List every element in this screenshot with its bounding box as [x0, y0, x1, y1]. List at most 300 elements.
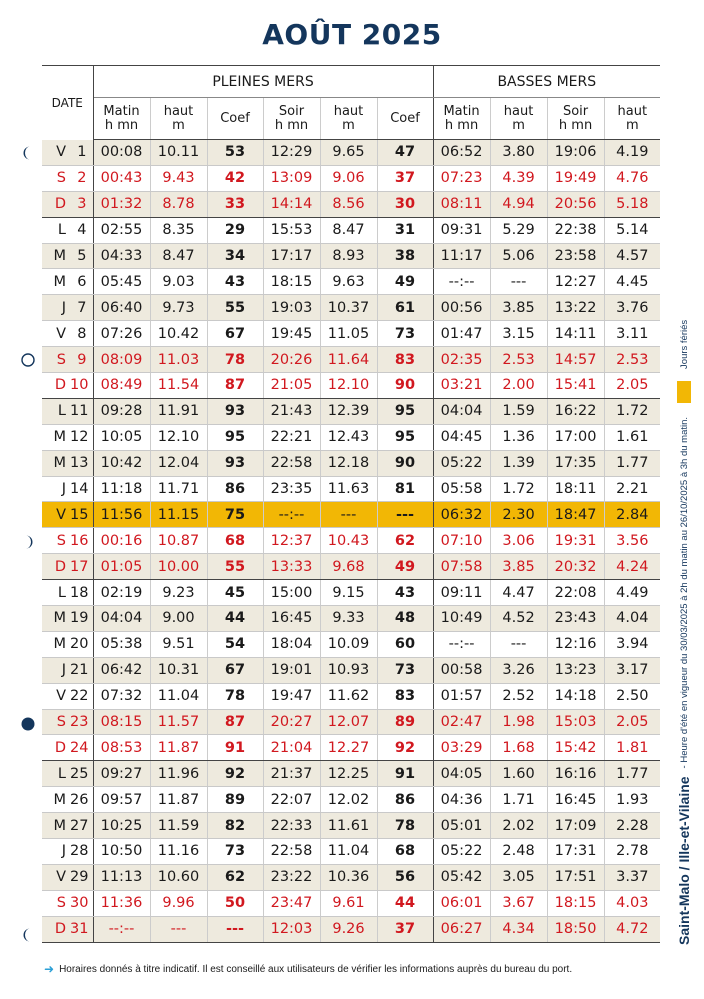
cell-pm1: 10:50	[93, 839, 150, 865]
cell-h2: 10.93	[320, 657, 377, 683]
day-number: 15	[70, 502, 93, 528]
cell-bh2: 5.14	[604, 217, 660, 243]
cell-c1: 29	[207, 217, 263, 243]
day-number: 6	[70, 269, 93, 295]
cell-bm2: 14:57	[547, 347, 604, 373]
col-header-coef-matin: Coef	[207, 98, 263, 140]
cell-c1: 87	[207, 373, 263, 399]
cell-h1: 11.91	[150, 398, 207, 424]
cell-bh2: 4.04	[604, 606, 660, 632]
cell-bh2: 4.76	[604, 165, 660, 191]
cell-c2: ---	[377, 502, 433, 528]
cell-h1: 11.04	[150, 683, 207, 709]
cell-h2: 11.63	[320, 476, 377, 502]
cell-bm1: 04:45	[433, 424, 490, 450]
col-header-bm-haut-matin: haut m	[490, 98, 547, 140]
cell-pm2: 12:37	[263, 528, 320, 554]
cell-c1: 87	[207, 709, 263, 735]
day-letter: V	[42, 683, 70, 709]
cell-h1: 11.03	[150, 347, 207, 373]
cell-c1: 53	[207, 140, 263, 166]
cell-c1: 75	[207, 502, 263, 528]
day-number: 20	[70, 631, 93, 657]
cell-bm2: 13:22	[547, 295, 604, 321]
cell-bh2: 4.19	[604, 140, 660, 166]
cell-bm2: 12:27	[547, 269, 604, 295]
cell-h2: 9.68	[320, 554, 377, 580]
cell-bh2: 4.49	[604, 580, 660, 606]
cell-c1: 73	[207, 839, 263, 865]
cell-c1: 45	[207, 580, 263, 606]
cell-bm1: 03:21	[433, 373, 490, 399]
day-letter: M	[42, 424, 70, 450]
day-letter: M	[42, 450, 70, 476]
cell-bm2: 15:03	[547, 709, 604, 735]
table-row	[42, 657, 660, 683]
cell-bh2: 1.93	[604, 787, 660, 813]
cell-bm2: 12:16	[547, 631, 604, 657]
cell-pm1: 01:05	[93, 554, 150, 580]
cell-pm2: 18:04	[263, 631, 320, 657]
day-number: 16	[70, 528, 93, 554]
cell-c2: 78	[377, 813, 433, 839]
cell-bh2: 3.11	[604, 321, 660, 347]
cell-bm1: 06:32	[433, 502, 490, 528]
cell-bh1: 5.06	[490, 243, 547, 269]
cell-c2: 81	[377, 476, 433, 502]
cell-c2: 43	[377, 580, 433, 606]
day-number: 17	[70, 554, 93, 580]
cell-c2: 60	[377, 631, 433, 657]
cell-bm2: 15:41	[547, 373, 604, 399]
table-row	[42, 683, 660, 709]
cell-pm1: 09:27	[93, 761, 150, 787]
new-moon-icon	[20, 716, 36, 732]
day-number: 12	[70, 424, 93, 450]
day-number: 7	[70, 295, 93, 321]
cell-h1: 9.03	[150, 269, 207, 295]
cell-pm1: 10:05	[93, 424, 150, 450]
day-letter: L	[42, 761, 70, 787]
cell-bm2: 16:45	[547, 787, 604, 813]
day-number: 23	[70, 709, 93, 735]
cell-pm2: 21:37	[263, 761, 320, 787]
cell-h1: 9.23	[150, 580, 207, 606]
cell-c1: 55	[207, 295, 263, 321]
cell-pm2: 22:33	[263, 813, 320, 839]
day-number: 21	[70, 657, 93, 683]
cell-pm2: 22:58	[263, 839, 320, 865]
cell-c2: 37	[377, 916, 433, 942]
cell-bm2: 18:11	[547, 476, 604, 502]
cell-bh1: 3.80	[490, 140, 547, 166]
day-letter: D	[42, 916, 70, 942]
cell-h1: 11.96	[150, 761, 207, 787]
cell-bh2: 1.77	[604, 450, 660, 476]
cell-pm1: 11:13	[93, 864, 150, 890]
table-row	[42, 321, 660, 347]
table-row	[42, 191, 660, 217]
day-number: 18	[70, 580, 93, 606]
footnote	[44, 962, 684, 976]
cell-bm2: 14:18	[547, 683, 604, 709]
cell-pm1: 06:42	[93, 657, 150, 683]
table-row	[42, 217, 660, 243]
cell-bm1: 02:47	[433, 709, 490, 735]
cell-h2: 8.47	[320, 217, 377, 243]
cell-bm2: 17:00	[547, 424, 604, 450]
cell-pm2: 19:01	[263, 657, 320, 683]
cell-bm1: 00:56	[433, 295, 490, 321]
holiday-legend-label: Jours fériés	[678, 319, 690, 369]
cell-h1: 10.42	[150, 321, 207, 347]
cell-h1: 8.78	[150, 191, 207, 217]
day-letter: L	[42, 398, 70, 424]
cell-c2: 86	[377, 787, 433, 813]
cell-pm1: 07:26	[93, 321, 150, 347]
cell-h2: 12.18	[320, 450, 377, 476]
cell-c2: 91	[377, 761, 433, 787]
cell-bm2: 19:31	[547, 528, 604, 554]
cell-c2: 73	[377, 321, 433, 347]
cell-bm1: 09:31	[433, 217, 490, 243]
day-letter: M	[42, 813, 70, 839]
cell-bh2: 4.57	[604, 243, 660, 269]
cell-c1: 55	[207, 554, 263, 580]
day-number: 2	[70, 165, 93, 191]
cell-h2: 12.02	[320, 787, 377, 813]
cell-bh1: 3.85	[490, 295, 547, 321]
cell-c2: 89	[377, 709, 433, 735]
cell-c2: 49	[377, 554, 433, 580]
cell-c1: 93	[207, 398, 263, 424]
cell-bm2: 17:31	[547, 839, 604, 865]
cell-pm1: 04:33	[93, 243, 150, 269]
cell-bm2: 13:23	[547, 657, 604, 683]
cell-c2: 83	[377, 347, 433, 373]
day-number: 26	[70, 787, 93, 813]
cell-pm1: 08:15	[93, 709, 150, 735]
table-row	[42, 450, 660, 476]
cell-bm1: 04:04	[433, 398, 490, 424]
cell-h1: ---	[150, 916, 207, 942]
cell-c1: ---	[207, 916, 263, 942]
cell-h1: 11.87	[150, 787, 207, 813]
cell-bh2: 2.05	[604, 373, 660, 399]
cell-bh2: 2.05	[604, 709, 660, 735]
cell-h1: 9.00	[150, 606, 207, 632]
cell-pm1: 02:55	[93, 217, 150, 243]
cell-bh1: 1.39	[490, 450, 547, 476]
cell-c1: 44	[207, 606, 263, 632]
cell-pm1: 04:04	[93, 606, 150, 632]
day-number: 1	[70, 140, 93, 166]
day-letter: D	[42, 373, 70, 399]
cell-h1: 9.43	[150, 165, 207, 191]
cell-c1: 78	[207, 683, 263, 709]
cell-bm1: 07:58	[433, 554, 490, 580]
cell-bm2: 16:22	[547, 398, 604, 424]
day-letter: S	[42, 709, 70, 735]
cell-pm2: 23:47	[263, 890, 320, 916]
cell-bm2: 23:58	[547, 243, 604, 269]
pleines-mers-header: PLEINES MERS	[93, 66, 433, 98]
cell-pm2: 23:22	[263, 864, 320, 890]
cell-pm2: 17:17	[263, 243, 320, 269]
cell-bh2: 1.81	[604, 735, 660, 761]
day-number: 31	[70, 916, 93, 942]
cell-bh1: 2.30	[490, 502, 547, 528]
cell-bm1: 05:01	[433, 813, 490, 839]
cell-h1: 9.73	[150, 295, 207, 321]
cell-bh1: 1.72	[490, 476, 547, 502]
day-number: 19	[70, 606, 93, 632]
day-letter: J	[42, 295, 70, 321]
day-letter: M	[42, 269, 70, 295]
cell-bm2: 14:11	[547, 321, 604, 347]
cell-h1: 8.47	[150, 243, 207, 269]
cell-c1: 95	[207, 424, 263, 450]
cell-bh1: 4.39	[490, 165, 547, 191]
cell-pm1: 00:43	[93, 165, 150, 191]
cell-bh2: 1.72	[604, 398, 660, 424]
table-row	[42, 606, 660, 632]
day-letter: S	[42, 165, 70, 191]
page-title: AOÛT 2025	[262, 18, 442, 51]
cell-c2: 56	[377, 864, 433, 890]
cell-bh1: 3.05	[490, 864, 547, 890]
cell-pm2: 22:58	[263, 450, 320, 476]
cell-c2: 49	[377, 269, 433, 295]
cell-bh1: 3.67	[490, 890, 547, 916]
cell-h1: 11.71	[150, 476, 207, 502]
day-number: 24	[70, 735, 93, 761]
table-row	[42, 295, 660, 321]
cell-h2: 12.43	[320, 424, 377, 450]
cell-pm2: 20:26	[263, 347, 320, 373]
cell-bm1: 05:22	[433, 839, 490, 865]
cell-h2: ---	[320, 502, 377, 528]
day-letter: D	[42, 554, 70, 580]
day-letter: J	[42, 476, 70, 502]
cell-h2: 8.56	[320, 191, 377, 217]
cell-c1: 54	[207, 631, 263, 657]
cell-h1: 12.10	[150, 424, 207, 450]
cell-bh1: 2.00	[490, 373, 547, 399]
cell-h1: 12.04	[150, 450, 207, 476]
tide-rows	[42, 140, 660, 943]
cell-bh2: 2.28	[604, 813, 660, 839]
cell-bh2: 2.21	[604, 476, 660, 502]
cell-c1: 78	[207, 347, 263, 373]
cell-c1: 91	[207, 735, 263, 761]
table-row	[42, 735, 660, 761]
table-row	[42, 502, 660, 528]
cell-bm2: 18:15	[547, 890, 604, 916]
table-row	[42, 839, 660, 865]
holiday-legend-swatch	[677, 381, 691, 403]
cell-h1: 10.60	[150, 864, 207, 890]
cell-pm2: 19:45	[263, 321, 320, 347]
table-row	[42, 554, 660, 580]
first-quarter-moon-icon	[20, 145, 36, 161]
cell-bm1: 06:01	[433, 890, 490, 916]
cell-bh1: 4.52	[490, 606, 547, 632]
day-letter: J	[42, 839, 70, 865]
cell-bh2: 4.72	[604, 916, 660, 942]
cell-bm2: 15:42	[547, 735, 604, 761]
col-header-pm-soir: Soir h mn	[263, 98, 320, 140]
cell-bh1: 3.15	[490, 321, 547, 347]
day-letter: D	[42, 735, 70, 761]
cell-h1: 10.31	[150, 657, 207, 683]
cell-h1: 10.11	[150, 140, 207, 166]
cell-c2: 48	[377, 606, 433, 632]
cell-c2: 62	[377, 528, 433, 554]
cell-h1: 9.96	[150, 890, 207, 916]
cell-c2: 83	[377, 683, 433, 709]
cell-bm1: 04:05	[433, 761, 490, 787]
table-row	[42, 528, 660, 554]
day-letter: L	[42, 217, 70, 243]
cell-bh1: 1.98	[490, 709, 547, 735]
cell-bm1: 08:11	[433, 191, 490, 217]
cell-bm2: 17:51	[547, 864, 604, 890]
cell-pm1: 01:32	[93, 191, 150, 217]
cell-bh1: 4.34	[490, 916, 547, 942]
cell-bm2: 22:08	[547, 580, 604, 606]
day-number: 9	[70, 347, 93, 373]
cell-bh2: 4.24	[604, 554, 660, 580]
cell-c1: 62	[207, 864, 263, 890]
table-row	[42, 347, 660, 373]
cell-h2: 9.63	[320, 269, 377, 295]
cell-bh1: 2.02	[490, 813, 547, 839]
col-header-pm-matin: Matin h mn	[93, 98, 150, 140]
cell-bh2: 2.84	[604, 502, 660, 528]
cell-h2: 11.64	[320, 347, 377, 373]
cell-pm1: 10:25	[93, 813, 150, 839]
day-letter: M	[42, 631, 70, 657]
cell-pm2: 12:29	[263, 140, 320, 166]
cell-bh1: 3.85	[490, 554, 547, 580]
table-row	[42, 373, 660, 399]
cell-bm1: --:--	[433, 631, 490, 657]
cell-h2: 12.10	[320, 373, 377, 399]
day-letter: J	[42, 657, 70, 683]
cell-bm1: 07:10	[433, 528, 490, 554]
table-row	[42, 631, 660, 657]
cell-pm1: 10:42	[93, 450, 150, 476]
cell-c2: 37	[377, 165, 433, 191]
cell-c2: 73	[377, 657, 433, 683]
cell-c1: 67	[207, 657, 263, 683]
footnote-text: Horaires donnés à titre indicatif. Il est conseillé aux utilisateurs de vérifier les informations auprès du bureau du port.	[59, 963, 573, 975]
cell-bm1: 04:36	[433, 787, 490, 813]
cell-bh2: 1.77	[604, 761, 660, 787]
cell-c1: 43	[207, 269, 263, 295]
cell-c1: 92	[207, 761, 263, 787]
cell-pm2: 13:09	[263, 165, 320, 191]
side-caption	[669, 225, 699, 945]
cell-pm1: 11:36	[93, 890, 150, 916]
cell-pm2: 13:33	[263, 554, 320, 580]
day-number: 5	[70, 243, 93, 269]
cell-bm2: 19:49	[547, 165, 604, 191]
cell-pm1: 07:32	[93, 683, 150, 709]
cell-bh1: 2.52	[490, 683, 547, 709]
cell-bh1: 1.36	[490, 424, 547, 450]
cell-h2: 10.43	[320, 528, 377, 554]
day-letter: L	[42, 580, 70, 606]
cell-bh1: 1.60	[490, 761, 547, 787]
table-row	[42, 165, 660, 191]
cell-bh1: 5.29	[490, 217, 547, 243]
cell-pm2: --:--	[263, 502, 320, 528]
cell-bm1: 00:58	[433, 657, 490, 683]
cell-h1: 11.16	[150, 839, 207, 865]
col-header-bm-soir: Soir h mn	[547, 98, 604, 140]
col-header-pm-haut-matin: haut m	[150, 98, 207, 140]
cell-c1: 33	[207, 191, 263, 217]
table-row	[42, 787, 660, 813]
cell-bm2: 18:47	[547, 502, 604, 528]
cell-h2: 10.36	[320, 864, 377, 890]
cell-bm2: 17:09	[547, 813, 604, 839]
cell-bh1: 4.94	[490, 191, 547, 217]
cell-bm2: 22:38	[547, 217, 604, 243]
table-row	[42, 476, 660, 502]
table-row	[42, 424, 660, 450]
cell-h2: 11.04	[320, 839, 377, 865]
cell-pm1: --:--	[93, 916, 150, 942]
cell-pm2: 15:53	[263, 217, 320, 243]
cell-bh1: 3.26	[490, 657, 547, 683]
cell-h2: 12.39	[320, 398, 377, 424]
cell-c1: 82	[207, 813, 263, 839]
cell-h1: 10.00	[150, 554, 207, 580]
cell-bm2: 20:56	[547, 191, 604, 217]
cell-bh2: 3.94	[604, 631, 660, 657]
col-header-bm-haut-soir: haut m	[604, 98, 660, 140]
table-row	[42, 761, 660, 787]
cell-h2: 9.15	[320, 580, 377, 606]
cell-pm2: 21:43	[263, 398, 320, 424]
day-letter: M	[42, 606, 70, 632]
cell-bm1: 01:47	[433, 321, 490, 347]
day-letter: S	[42, 890, 70, 916]
cell-h2: 10.37	[320, 295, 377, 321]
first-quarter-moon-icon	[20, 927, 36, 943]
table-row	[42, 269, 660, 295]
cell-c1: 34	[207, 243, 263, 269]
day-number: 22	[70, 683, 93, 709]
cell-c1: 50	[207, 890, 263, 916]
cell-c2: 31	[377, 217, 433, 243]
day-letter: M	[42, 243, 70, 269]
cell-pm2: 19:47	[263, 683, 320, 709]
cell-c2: 92	[377, 735, 433, 761]
cell-c1: 86	[207, 476, 263, 502]
cell-c2: 95	[377, 398, 433, 424]
cell-bh2: 3.17	[604, 657, 660, 683]
col-header-pm-haut-soir: haut m	[320, 98, 377, 140]
cell-pm1: 05:38	[93, 631, 150, 657]
cell-bh2: 4.45	[604, 269, 660, 295]
cell-bh1: ---	[490, 631, 547, 657]
cell-bm1: 10:49	[433, 606, 490, 632]
cell-c2: 90	[377, 450, 433, 476]
